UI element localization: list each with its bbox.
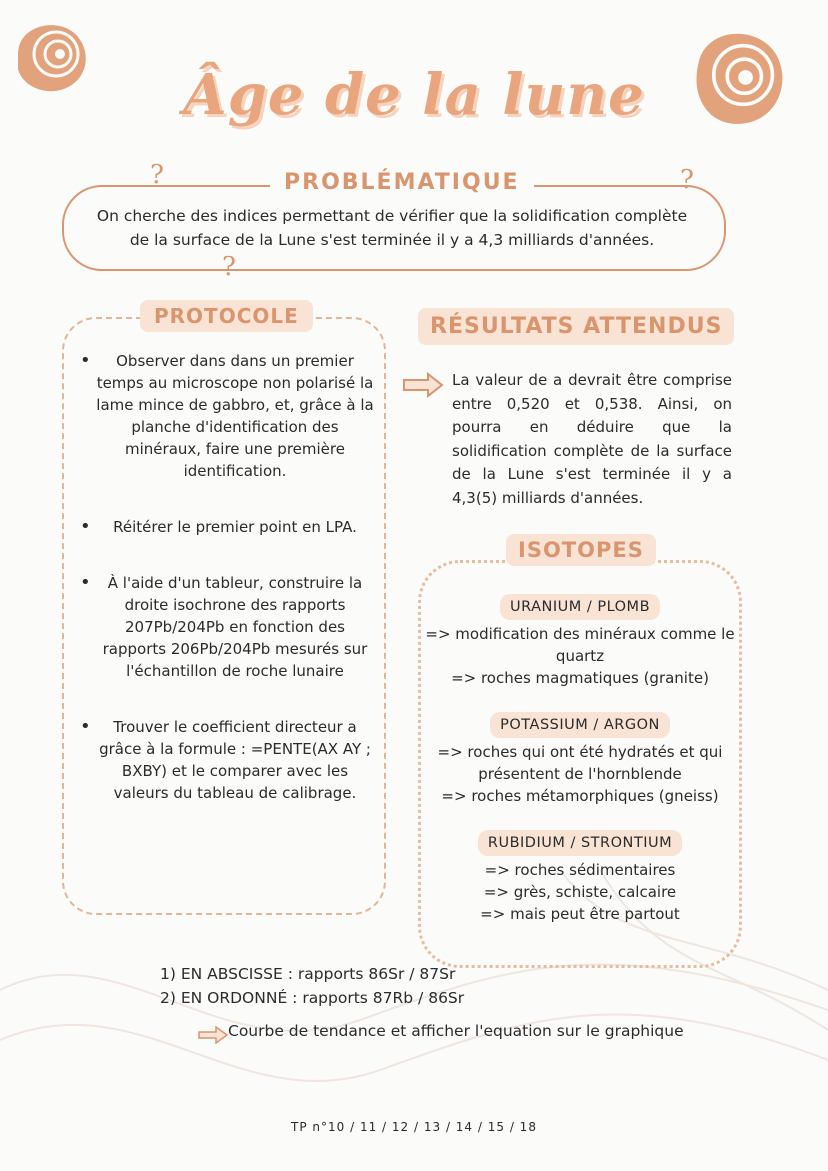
list-item: • Réitérer le premier point en LPA. [80,516,376,538]
isotope-name: RUBIDIUM / STRONTIUM [478,830,682,856]
arrow-right-icon [198,1026,228,1044]
page-title: Âge de la lune [183,62,645,128]
question-mark-icon: ? [222,252,236,282]
footer-text: TP n°10 / 11 / 12 / 13 / 14 / 15 / 18 [291,1120,537,1134]
question-mark-icon: ? [680,165,694,195]
protocole-list [80,350,376,838]
isotope-group: URANIUM / PLOMB => modification des minéraux comme le quartz => roches magmatiques (granite) [410,594,750,689]
isotope-group: RUBIDIUM / STRONTIUM => roches sédimentaires => grès, schiste, calcaire => mais peut être partout [410,830,750,925]
problematique-label: PROBLÉMATIQUE [270,170,534,195]
list-item: • Observer dans dans un premier temps au microscope non polarisé la lame mince de gabbro, et, grâce à la planche d'identification des minéraux, faire une première identification. [80,350,376,482]
isotopes-label: ISOTOPES [506,534,656,566]
curve-instruction: Courbe de tendance et afficher l'equation sur le graphique [228,1022,684,1040]
question-mark-icon: ? [150,160,164,190]
isotope-name: URANIUM / PLOMB [500,594,660,620]
list-item: • À l'aide d'un tableur, construire la droite isochrone des rapports 207Pb/204Pb en fonction des rapports 206Pb/204Pb mesurés sur l'échantillon de roche lunaire [80,572,376,682]
arrow-right-icon [402,372,444,398]
axes-instructions: 1) EN ABSCISSE : rapports 86Sr / 87Sr 2) EN ORDONNÉ : rapports 87Rb / 86Sr [160,965,465,1007]
resultats-label: RÉSULTATS ATTENDUS [418,308,734,345]
list-item: • Trouver le coefficient directeur a grâce à la formule : =PENTE(AX AY ; BXBY) et le comparer avec les valeurs du tableau de calibrage. [80,716,376,804]
isotope-name: POTASSIUM / ARGON [490,712,670,738]
isotope-group: POTASSIUM / ARGON => roches qui ont été hydratés et qui présentent de l'hornblende => roches métamorphiques (gneiss) [410,712,750,807]
problematique-text: On cherche des indices permettant de vérifier que la solidification complète de la surface de la Lune s'est terminée il y a 4,3 milliards d'années. [96,207,688,249]
resultats-text: La valeur de a devrait être comprise entre 0,520 et 0,538. Ainsi, on pourra en déduire que la solidification complète de la surface de la Lune s'est terminée il y a 4,3(5) milliards d'années. [452,371,732,507]
protocole-label: PROTOCOLE [140,300,313,332]
